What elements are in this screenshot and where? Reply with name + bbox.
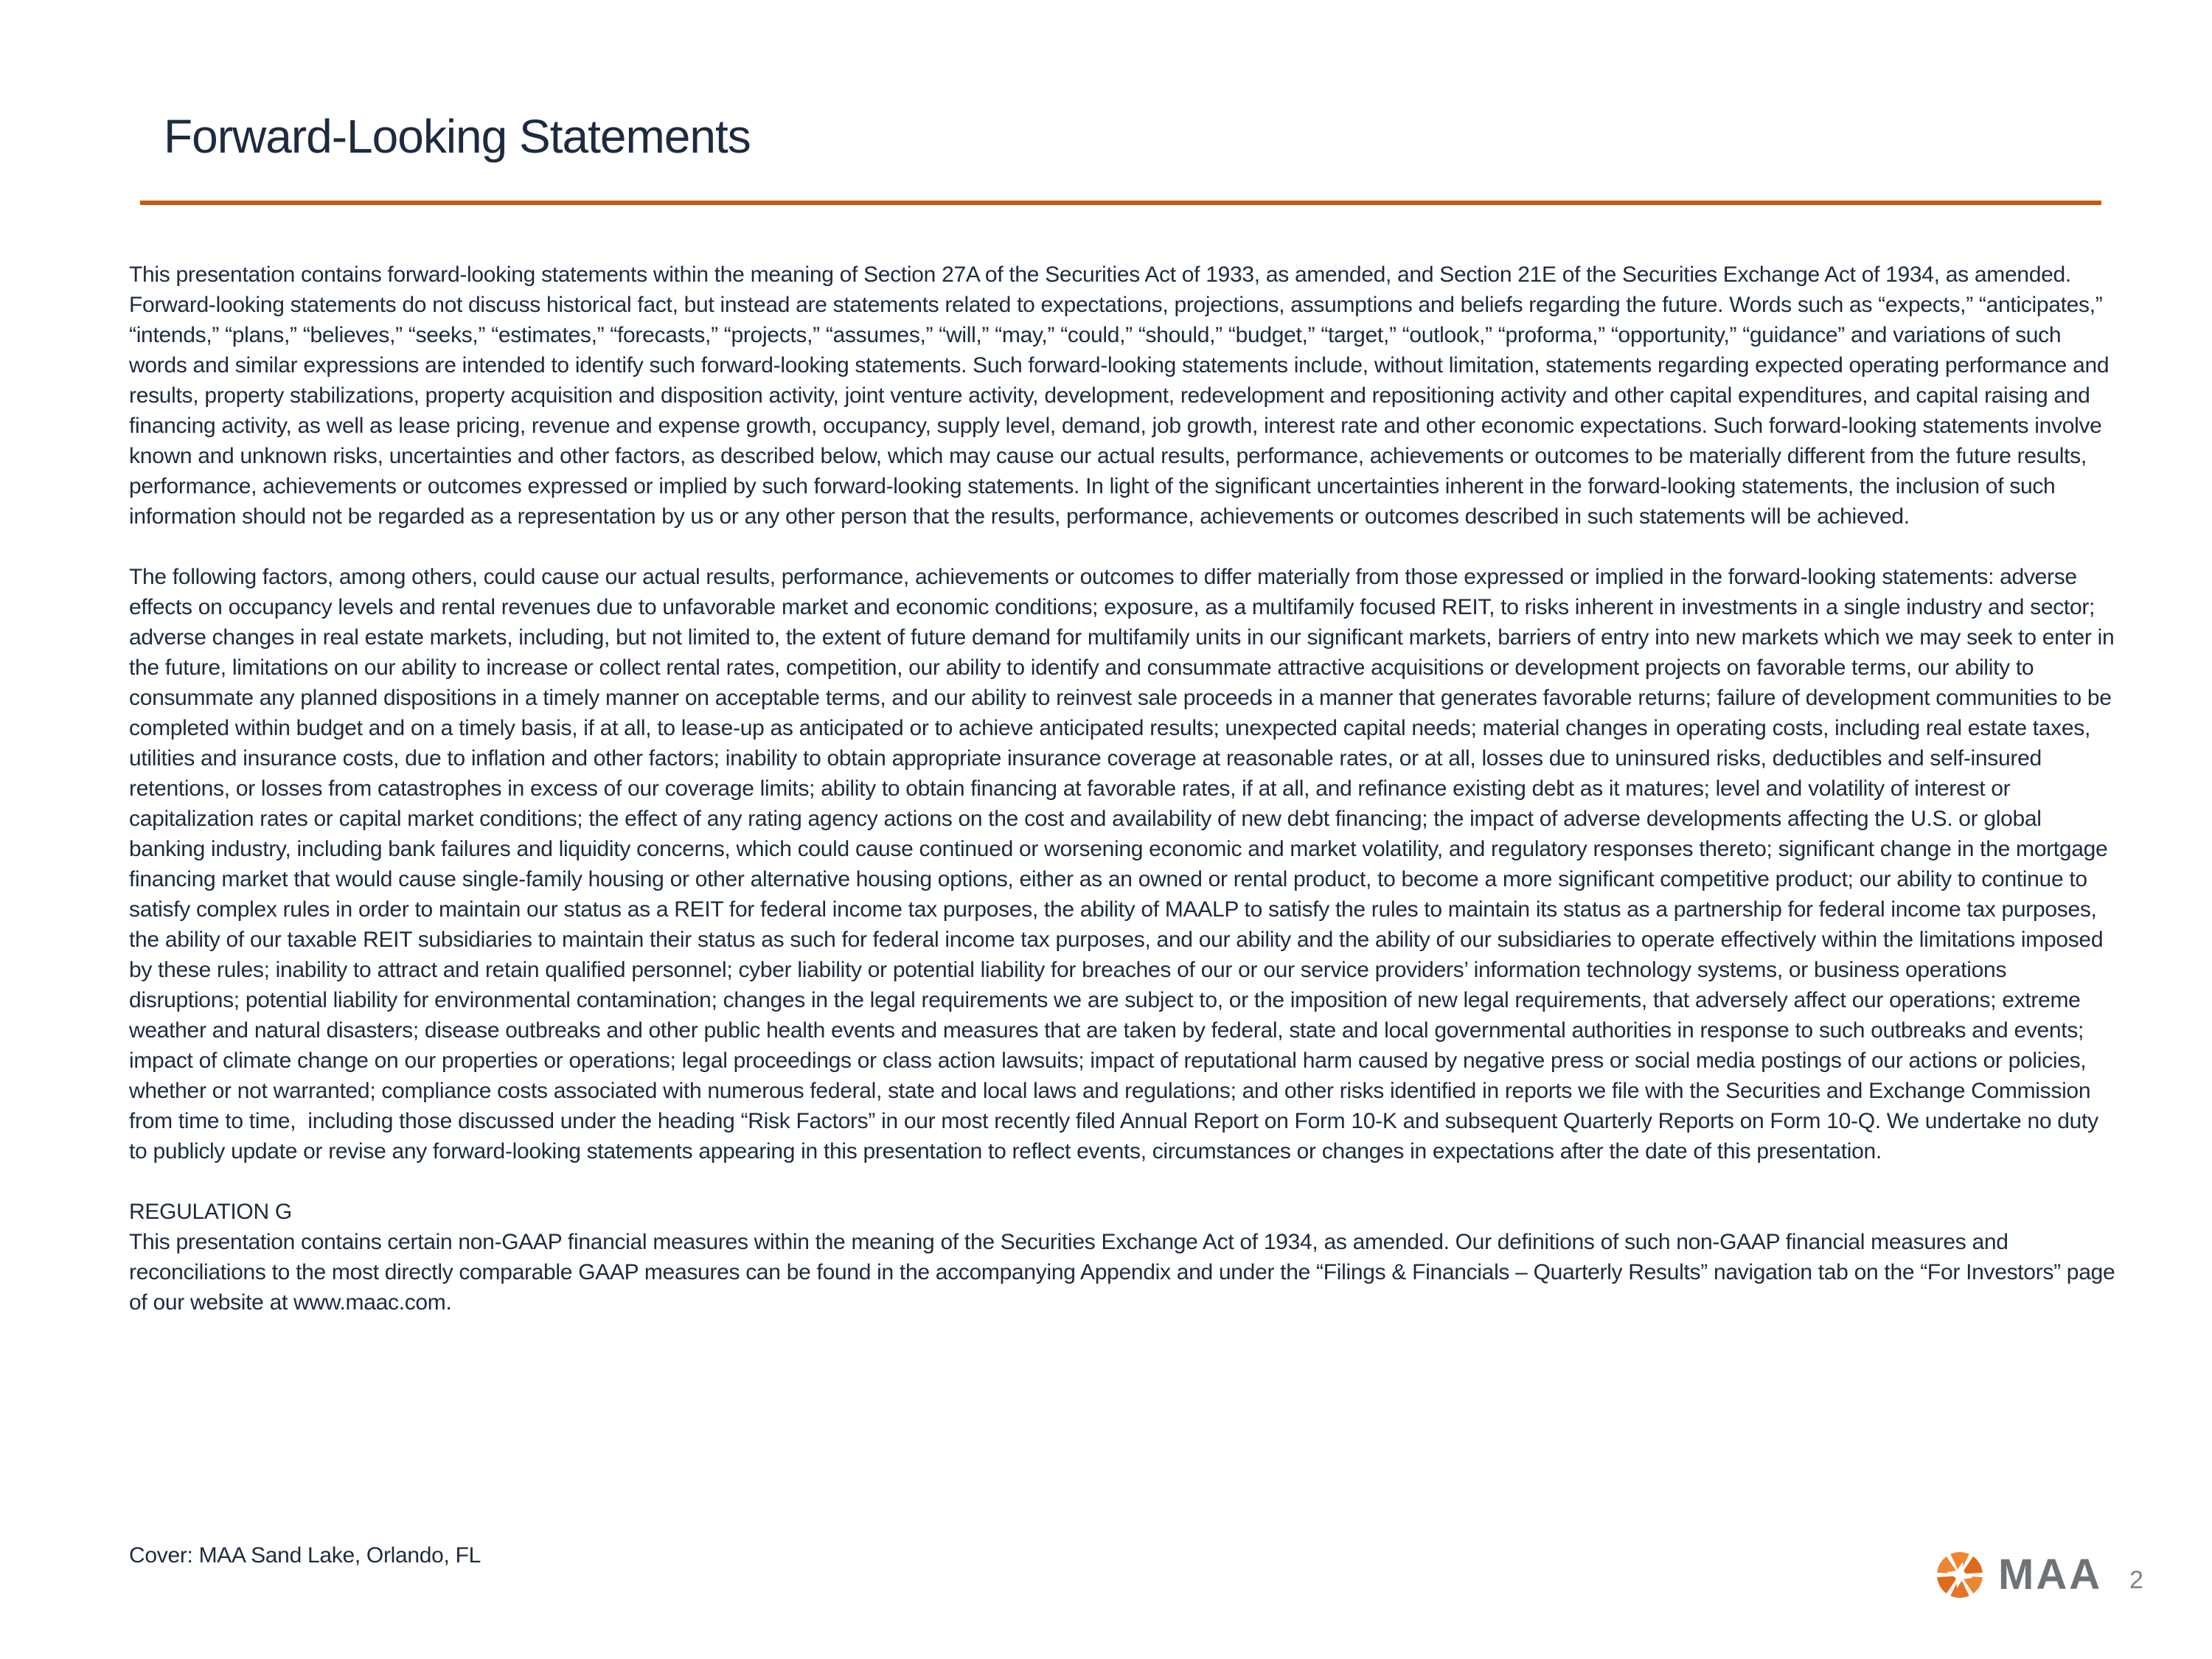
regulation-g-heading: REGULATION G [129, 1200, 292, 1224]
cover-photo-credit: Cover: MAA Sand Lake, Orlando, FL [129, 1543, 481, 1568]
page-title: Forward-Looking Statements [164, 110, 751, 163]
risk-factors-paragraph: The following factors, among others, could cause our actual results, performance, achievements or outcomes to differ materially from those expressed or implied in the forward-looking statements: adverse effects on occupancy levels and rental revenues due to unfavorable market and economic conditions; exposure, as a multifamily focused REIT, to risks inherent in investments in a single industry and sector; adverse changes in real estate markets, including, but not limited to, the extent of future demand for multifamily units in our significant markets, barriers of entry into new markets which we may seek to enter in the future, limitations on our ability to increase or collect rental rates, competition, our ability to identify and consummate attractive acquisitions or development projects on favorable terms, our ability to consummate any planned dispositions in a timely manner on acceptable terms, and our ability to reinvest sale proceeds in a manner that generates favorable returns; failure of development communities to be completed within budget and on a timely basis, if at all, to lease-up as anticipated or to achieve anticipated results; unexpected capital needs; material changes in operating costs, including real estate taxes, utilities and insurance costs, due to inflation and other factors; inability to obtain appropriate insurance coverage at reasonable rates, or at all, losses due to uninsured risks, deductibles and self-insured retentions, or losses from catastrophes in excess of our coverage limits; ability to obtain financing at favorable rates, if at all, and refinance existing debt as it matures; level and volatility of interest or capitalization rates or capital market conditions; the effect of any rating agency actions on the cost and availability of new debt financing; the impact of adverse developments affecting the U.S. or global banking industry, including bank failures and liquidity concerns, which could cause continued or worsening economic and market volatility, and regulatory responses thereto; significant change in the mortgage financing market that would cause single-family housing or other alternative housing options, either as an owned or rental product, to become a more significant competitive product; our ability to continue to satisfy complex rules in order to maintain our status as a REIT for federal income tax purposes, the ability of MAALP to satisfy the rules to maintain its status as a partnership for federal income tax purposes, the ability of our taxable REIT subsidiaries to maintain their status as such for federal income tax purposes, and our ability and the ability of our subsidiaries to operate effectively within the limitations imposed by these rules; inability to attract and retain qualified personnel; cyber liability or potential liability for breaches of our or our service providers’ information technology systems, or business operations disruptions; potential liability for environmental contamination; changes in the legal requirements we are subject to, or the imposition of new legal requirements, that adversely affect our operations; extreme weather and natural disasters; disease outbreaks and other public health events and measures that are taken by federal, state and local governmental authorities in response to such outbreaks and events; impact of climate change on our properties or operations; legal proceedings or class action lawsuits; impact of reputational harm caused by negative press or social media postings of our actions or policies, whether or not warranted; compliance costs associated with numerous federal, state and local laws and regulations; and other risks identified in reports we file with the Securities and Exchange Commission from time to time, including those discussed under the heading “Risk Factors” in our most recently filed Annual Report on Form 10-K and subsequent Quarterly Reports on Form 10-Q. We undertake no duty to publicly update or revise any forward-looking statements appearing in this presentation to reflect events, circumstances or changes in expectations after the date of this presentation. [129, 565, 2121, 1164]
page-number: 2 [2129, 1566, 2143, 1594]
maa-logo-text: MAA [1998, 1551, 2103, 1599]
maa-pinwheel-icon [1932, 1547, 1988, 1603]
maa-logo [1932, 1547, 2102, 1603]
title-divider [140, 201, 2101, 205]
regulation-g-paragraph: This presentation contains certain non-GAAP financial measures within the meaning of the Securities Exchange Act of 1934, as amended. Our definitions of such non-GAAP financial measures and reconciliations to the most directly comparable GAAP measures can be found in the accompanying Appendix and under the “Filings & Financials – Quarterly Results” navigation tab on the “For Investors” page of our website at www.maac.com. [129, 1230, 2121, 1315]
forward-looking-paragraph: This presentation contains forward-looking statements within the meaning of Section 27A of the Securities Act of 1933, as amended, and Section 21E of the Securities Exchange Act of 1934, as amended. Forward-looking statements do not discuss historical fact, but instead are statements related to expectations, projections, assumptions and beliefs regarding the future. Words such as “expects,” “anticipates,” “intends,” “plans,” “believes,” “seeks,” “estimates,” “forecasts,” “projects,” “assumes,” “will,” “may,” “could,” “should,” “budget,” “target,” “outlook,” “proforma,” “opportunity,” “guidance” and variations of such words and similar expressions are intended to identify such forward-looking statements. Such forward-looking statements include, without limitation, statements regarding expected operating performance and results, property stabilizations, property acquisition and disposition activity, joint venture activity, development, redevelopment and repositioning activity and other capital expenditures, and capital raising and financing activity, as well as lease pricing, revenue and expense growth, occupancy, supply level, demand, job growth, interest rate and other economic expectations. Such forward-looking statements involve known and unknown risks, uncertainties and other factors, as described below, which may cause our actual results, performance, achievements or outcomes to be materially different from the future results, performance, achievements or outcomes expressed or implied by such forward-looking statements. In light of the significant uncertainties inherent in the forward-looking statements, the inclusion of such information should not be regarded as a representation by us or any other person that the results, performance, achievements or outcomes described in such statements will be achieved. [129, 262, 2115, 529]
disclaimer-body [129, 260, 2120, 1348]
